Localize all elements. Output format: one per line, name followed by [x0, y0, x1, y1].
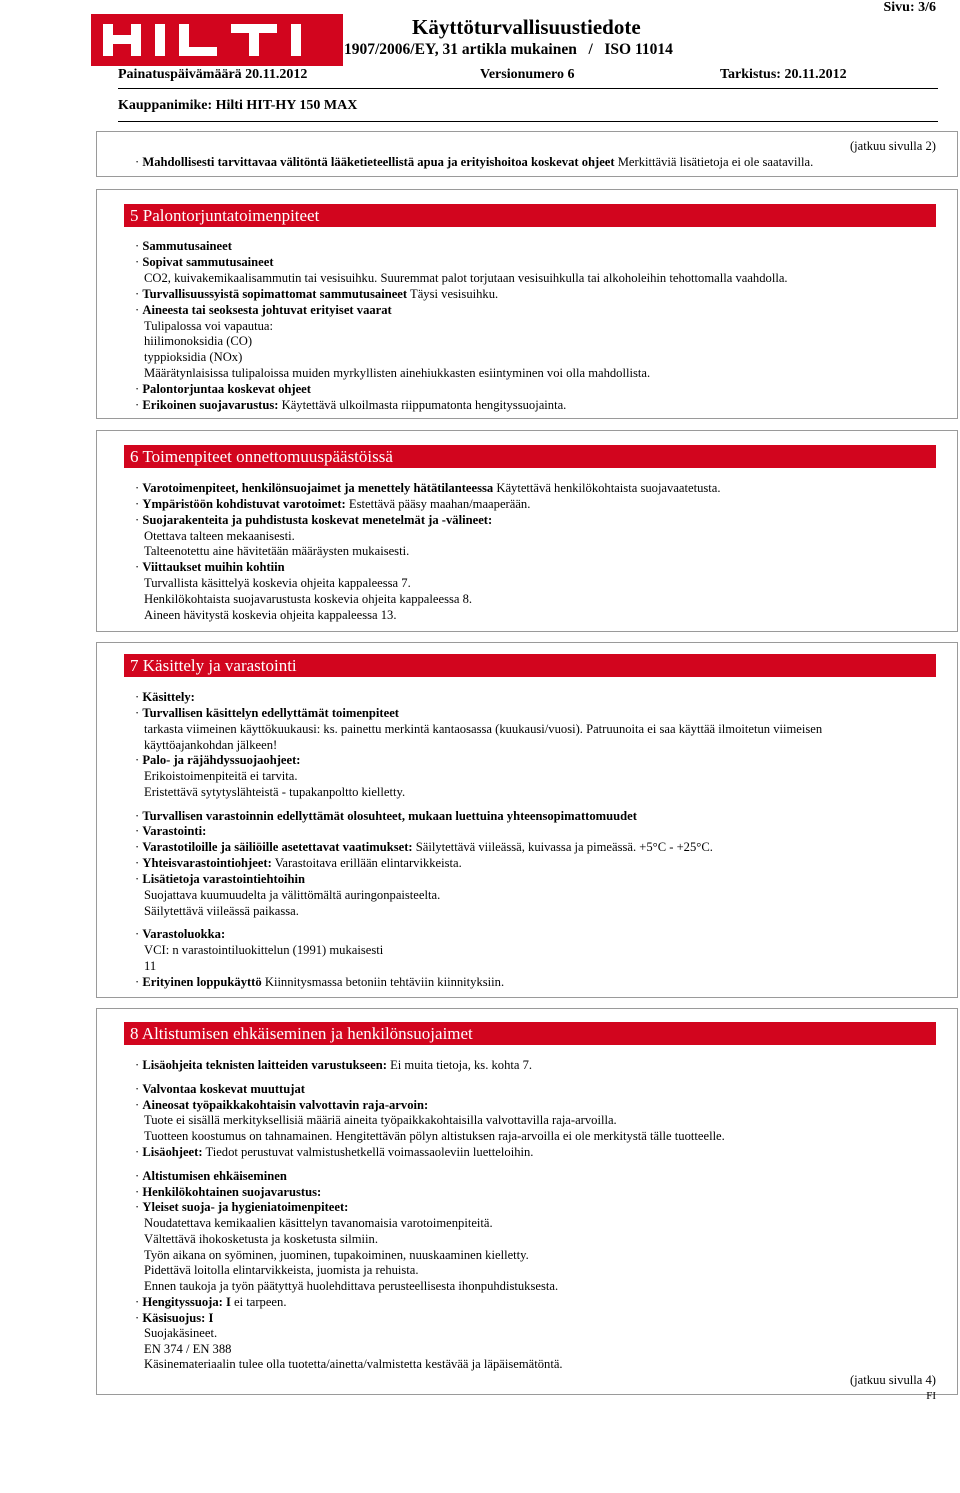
- line: [135, 690, 195, 705]
- line: Määrätynlaisissa tulipaloissa muiden myrkyllisten ainehiukkasten esiintyminen voi olla mahdollista.: [144, 366, 651, 380]
- line: Tuote ei sisällä merkityksellisiä määriä aineita työpaikkakohtaisilla valvottavilla raja-arvoilla.: [144, 1113, 617, 1127]
- bullet: ·: [135, 513, 140, 527]
- label: Henkilökohtainen suojavarustus:: [142, 1185, 322, 1199]
- label: Varotoimenpiteet, henkilönsuojaimet ja menettely hätätilanteessa: [142, 481, 494, 495]
- label: Käsisuojus: I: [142, 1311, 214, 1325]
- label: Viittaukset muihin kohtiin: [142, 560, 285, 574]
- line: [135, 840, 713, 855]
- line: käyttöajankohdan jälkeen!: [144, 738, 278, 752]
- value: Käytettävä henkilökohtaista suojavaatetusta.: [496, 481, 721, 495]
- label: Varastointi:: [142, 824, 207, 838]
- line: Otettava talteen mekaanisesti.: [144, 529, 295, 543]
- line: Suojattava kuumuudelta ja välittömältä auringonpaisteelta.: [144, 888, 441, 902]
- line: [135, 1145, 533, 1160]
- line: Tuotteen koostumus on tahnamainen. Hengitettävän pölyn altistuksen raja-arvoilla ei ole merkitystä tälle tuotteelle.: [144, 1129, 725, 1143]
- label: Lisäohjeet:: [142, 1145, 203, 1159]
- label: Aineesta tai seoksesta johtuvat erityiset vaarat: [142, 303, 392, 317]
- bullet: ·: [135, 287, 140, 301]
- line: [135, 1200, 348, 1215]
- label: Mahdollisesti tarvittavaa välitöntä lääketieteellistä apua ja erityishoitoa koskevat ohjeet: [142, 155, 615, 169]
- label: Sopivat sammutusaineet: [142, 255, 274, 269]
- label: Erityinen loppukäyttö: [142, 975, 262, 989]
- line: [135, 1058, 532, 1073]
- print-date: Painatuspäivämäärä 20.11.2012: [118, 67, 308, 82]
- line: EN 374 / EN 388: [144, 1342, 232, 1356]
- line: [135, 1082, 305, 1097]
- value: Varastoitava erillään elintarvikkeista.: [274, 856, 462, 870]
- value: Tiedot perustuvat valmistushetkellä voimassaoleviin luetteloihin.: [205, 1145, 534, 1159]
- line: Tulipalossa voi vapautua:: [144, 319, 273, 333]
- label: Käsittely:: [142, 690, 195, 704]
- line: [135, 1185, 321, 1200]
- bullet: ·: [135, 824, 140, 838]
- line: [135, 706, 399, 721]
- hilti-logo-mark: [91, 14, 343, 66]
- version-number: Versionumero 6: [480, 67, 575, 82]
- bullet: ·: [135, 690, 140, 704]
- line: CO2, kuivakemikaalisammutin tai vesisuihku. Suuremmat palot torjutaan vesisuihkulla tai alkoholeihin tehottomalla vaahdolla.: [144, 271, 788, 285]
- label: Palontorjuntaa koskevat ohjeet: [142, 382, 311, 396]
- header-divider: [118, 88, 938, 89]
- label: Varastoluokka:: [142, 927, 226, 941]
- line: [135, 927, 225, 942]
- label: Aineosat työpaikkakohtaisin valvottavin raja-arvoin:: [142, 1098, 429, 1112]
- line: Vältettävä ihokosketusta ja kosketusta silmiin.: [144, 1232, 378, 1246]
- line: [135, 560, 285, 575]
- value: ei tarpeen.: [234, 1295, 287, 1309]
- line: [135, 809, 637, 824]
- label: Yleiset suoja- ja hygieniatoimenpiteet:: [142, 1200, 349, 1214]
- bullet: ·: [135, 1145, 140, 1159]
- label: Sammutusaineet: [142, 239, 232, 253]
- bullet: ·: [135, 255, 140, 269]
- label: Varastotiloille ja säiliöille asetettavat vaatimukset:: [142, 840, 413, 854]
- line: [135, 1098, 428, 1113]
- value: Säilytettävä viileässä, kuivassa ja pimeässä. +5°C - +25°C.: [415, 840, 713, 854]
- line: [135, 255, 274, 270]
- continued-from: (jatkuu sivulla 2): [849, 139, 936, 153]
- bullet: ·: [135, 481, 140, 495]
- line: [135, 1169, 287, 1184]
- trade-divider: [118, 121, 938, 122]
- label: Suojarakenteita ja puhdistusta koskevat menetelmät ja -välineet:: [142, 513, 493, 527]
- bullet: ·: [135, 975, 140, 989]
- line: hiilimonoksidia (CO): [144, 334, 253, 348]
- line: Suojakäsineet.: [144, 1326, 218, 1340]
- bullet: ·: [135, 872, 140, 886]
- label: Yhteisvarastointiohjeet:: [142, 856, 272, 870]
- regulation-subtitle: 1907/2006/EY, 31 artikla mukainen / ISO 11014: [344, 41, 673, 58]
- value: Kiinnitysmassa betoniin tehtäviin kiinnityksiin.: [264, 975, 505, 989]
- section-7-title: 7 Käsittely ja varastointi: [124, 654, 936, 677]
- line: 11: [144, 959, 157, 973]
- line: [135, 753, 300, 768]
- line: [135, 1295, 286, 1310]
- bullet: ·: [135, 809, 140, 823]
- line: Ennen taukoja ja työn päätyttyä huolehdittava perusteellisesta ihonpuhdistuksesta.: [144, 1279, 559, 1293]
- bullet: ·: [135, 303, 140, 317]
- bullet: ·: [135, 706, 140, 720]
- bullet: ·: [135, 840, 140, 854]
- bullet: ·: [135, 497, 140, 511]
- value: Käytettävä ulkoilmasta riippumatonta hengityssuojainta.: [281, 398, 567, 412]
- label: Turvallisen varastoinnin edellyttämät olosuhteet, mukaan luettuina yhteensopimattomuudet: [142, 809, 637, 823]
- continued-to: (jatkuu sivulla 4): [849, 1373, 936, 1387]
- trade-name: Kauppanimike: Hilti HIT-HY 150 MAX: [118, 98, 358, 113]
- bullet: ·: [135, 1098, 140, 1112]
- bullet: ·: [135, 1169, 140, 1183]
- label: Palo- ja räjähdyssuojaohjeet:: [142, 753, 301, 767]
- revision-date: Tarkistus: 20.11.2012: [720, 67, 847, 82]
- label: Turvallisen käsittelyn edellyttämät toimenpiteet: [142, 706, 399, 720]
- label: Ympäristöön kohdistuvat varotoimet:: [142, 497, 346, 511]
- line: Pidettävä loitolla elintarvikkeista, juomista ja rehuista.: [144, 1263, 419, 1277]
- line: [135, 382, 311, 397]
- line: [135, 1311, 213, 1326]
- page-number: Sivu: 3/6: [883, 0, 936, 15]
- bullet: ·: [135, 927, 140, 941]
- bullet: ·: [135, 1311, 140, 1325]
- line: tarkasta viimeinen käyttökuukausi: ks. painettu merkintä kantaosassa (kuukausi/vuosi). Patruunoita ei saa käyttää ilmoitetun viimeisen: [144, 722, 823, 736]
- label: Hengityssuoja: I: [142, 1295, 231, 1309]
- section-5-title: 5 Palontorjuntatoimenpiteet: [124, 204, 936, 227]
- line: typpioksidia (NOx): [144, 350, 243, 364]
- label: Turvallisuussyistä sopimattomat sammutusaineet: [142, 287, 408, 301]
- bullet: ·: [135, 1200, 140, 1214]
- bullet: ·: [135, 1082, 140, 1096]
- section-8-title: 8 Altistumisen ehkäiseminen ja henkilönsuojaimet: [124, 1022, 936, 1045]
- line: Noudatettava kemikaalien käsittelyn tavanomaisia varotoimenpiteitä.: [144, 1216, 493, 1230]
- hilti-logo: [91, 14, 343, 66]
- label: Valvontaa koskevat muuttujat: [142, 1082, 305, 1096]
- bullet: ·: [135, 382, 140, 396]
- value: Estettävä pääsy maahan/maaperään.: [348, 497, 531, 511]
- line: [135, 497, 530, 512]
- line: [135, 481, 721, 496]
- line: Henkilökohtaista suojavarustusta koskevia ohjeita kappaleessa 8.: [144, 592, 473, 606]
- value: Ei muita tietoja, ks. kohta 7.: [390, 1058, 533, 1072]
- bullet: ·: [135, 1185, 140, 1199]
- line: [135, 513, 492, 528]
- line: [135, 856, 462, 871]
- line: [135, 287, 498, 302]
- line: [135, 824, 206, 839]
- bullet: ·: [135, 155, 140, 169]
- bullet: ·: [135, 753, 140, 767]
- value: Täysi vesisuihku.: [410, 287, 499, 301]
- line: Eristettävä sytytyslähteistä - tupakanpoltto kielletty.: [144, 785, 406, 799]
- line: [135, 975, 504, 990]
- section-6-title: 6 Toimenpiteet onnettomuuspäästöissä: [124, 445, 936, 468]
- section4-continued-box: [96, 131, 958, 177]
- line: [135, 303, 392, 318]
- bullet: ·: [135, 856, 140, 870]
- language-code: FI: [926, 1390, 936, 1402]
- bullet: ·: [135, 1058, 140, 1072]
- bullet: ·: [135, 239, 140, 253]
- line: [135, 872, 305, 887]
- label: Altistumisen ehkäiseminen: [142, 1169, 287, 1183]
- line: [135, 398, 566, 413]
- line: Erikoistoimenpiteitä ei tarvita.: [144, 769, 298, 783]
- line: [135, 239, 232, 254]
- bullet: ·: [135, 1295, 140, 1309]
- line: Aineen hävitystä koskevia ohjeita kappaleessa 13.: [144, 608, 397, 622]
- value: Merkittäviä lisätietoja ei ole saatavilla.: [617, 155, 814, 169]
- line: Säilytettävä viileässä paikassa.: [144, 904, 299, 918]
- bullet: ·: [135, 398, 140, 412]
- bullet: ·: [135, 560, 140, 574]
- document-title: Käyttöturvallisuustiedote: [412, 15, 641, 39]
- line: Talteenotettu aine hävitetään määräysten mukaisesti.: [144, 544, 410, 558]
- line: Turvallista käsittelyä koskevia ohjeita kappaleessa 7.: [144, 576, 411, 590]
- line: Käsinemateriaalin tulee olla tuotetta/ainetta/valmistetta kestävää ja läpäisemätöntä.: [144, 1357, 563, 1371]
- label: Erikoinen suojavarustus:: [142, 398, 279, 412]
- line: Työn aikana on syöminen, juominen, tupakoiminen, nuuskaaminen kielletty.: [144, 1248, 529, 1262]
- line: VCI: n varastointiluokittelun (1991) mukaisesti: [144, 943, 384, 957]
- intro-line: [135, 155, 813, 170]
- label: Lisätietoja varastointiehtoihin: [142, 872, 306, 886]
- label: Lisäohjeita teknisten laitteiden varustukseen:: [142, 1058, 387, 1072]
